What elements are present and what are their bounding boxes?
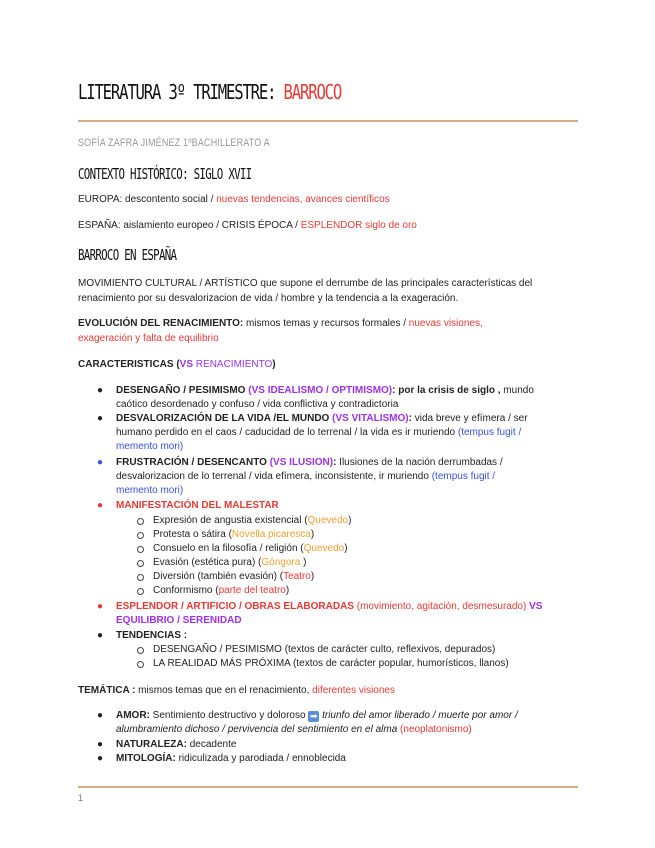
naturaleza-label: NATURALEZA:	[116, 739, 187, 750]
circle-bullet-icon	[137, 532, 144, 539]
naturaleza-text: decadente	[186, 739, 237, 750]
desvalorizacion-latin: (tempus fugit /	[457, 427, 522, 438]
sub-item-conformismo	[153, 584, 289, 598]
amor-line-2	[116, 723, 472, 737]
page-number: 1	[78, 793, 84, 803]
frustracion-line-2	[116, 470, 495, 484]
desengano-line-2: caótico desordenado y confuso / vida conflictiva y contradictoria	[116, 399, 399, 410]
mitologia-label: MITOLOGÍA:	[116, 753, 176, 764]
desengano-rest: : por la crisis de siglo ,	[392, 385, 501, 396]
tematica-text: mismos temas que en el renacimiento,	[135, 685, 313, 696]
sub-item-consuelo	[153, 542, 348, 556]
page-title	[78, 80, 341, 104]
circle-bullet-icon	[137, 647, 144, 654]
sub-item-close: )	[300, 557, 307, 568]
barroco-heading: BARROCO EN ESPAÑA	[78, 246, 177, 264]
top-divider	[78, 120, 578, 122]
sub-item-angustia	[153, 514, 351, 528]
intro-line-1: MOVIMIENTO CULTURAL / ARTÍSTICO que supone el derrumbe de las principales características del	[78, 278, 533, 289]
bottom-divider	[78, 786, 578, 788]
amor-italic-1: triunfo del amor liberado / muerte por amor /	[319, 710, 518, 721]
sub-item-author: Góngora	[261, 557, 301, 568]
sub-item-close: )	[285, 585, 290, 596]
sub-item-author: Teatro	[283, 571, 311, 582]
bullet-icon: ●	[97, 413, 104, 424]
context-heading: CONTEXTO HISTÓRICO: SIGLO XVII	[78, 165, 252, 183]
sub-item-desengano: DESENGAÑO / PESIMISMO (textos de carácter culto, reflexivos, depurados)	[153, 644, 496, 655]
europa-label: EUROPA: descontento social /	[78, 194, 217, 205]
esplendor-vs: VS	[526, 601, 543, 612]
desvalorizacion-line-2	[116, 426, 521, 440]
esplendor-line-2: EQUILIBRIO / SERENIDAD	[116, 615, 242, 626]
sub-item-text: Protesta o sátira (	[153, 529, 232, 540]
sub-item-close: )	[348, 515, 352, 526]
frustracion-line-3: memento mori)	[116, 485, 184, 496]
evolucion-line-2: exageración y falta de equilibrio	[78, 333, 219, 344]
caracteristicas-close: )	[272, 359, 276, 370]
sub-item-text: Consuelo en la filosofía / religión (	[153, 543, 304, 554]
right-arrow-icon: ➡	[310, 711, 318, 721]
esplendor-label: ESPLENDOR / ARTIFICIO / OBRAS ELABORADAS	[116, 601, 357, 612]
list-item-desvalorizacion	[116, 412, 528, 426]
circle-bullet-icon	[137, 560, 144, 567]
intro-line-2: renacimiento por su desvalorizacion de vida / hombre y la tendencia a la exageración.	[78, 293, 459, 304]
sub-item-realidad: LA REALIDAD MÁS PRÓXIMA (textos de carácter popular, humorísticos, llanos)	[153, 658, 509, 669]
title-main: LITERATURA 3º TRIMESTRE:	[78, 80, 284, 104]
desvalorizacion-vs: (VS VITALISMO)	[332, 413, 409, 424]
amor-text: Sentimiento destructivo y doloroso	[149, 710, 309, 721]
bullet-icon: ●	[97, 710, 104, 721]
amor-italic-2: alumbramiento dichoso / pervivencia del sentimiento en el alma	[116, 724, 401, 735]
circle-bullet-icon	[137, 546, 144, 553]
caracteristicas-heading	[78, 357, 276, 372]
desvalorizacion-tail: vida breve y efímera / ser	[411, 413, 528, 424]
amor-highlight: (neoplatonismo)	[400, 724, 472, 735]
sub-item-author: Novella picaresca	[231, 529, 311, 540]
list-item-esplendor	[116, 600, 542, 614]
bullet-icon: ●	[97, 630, 104, 641]
list-item-malestar: MANIFESTACIÓN DEL MALESTAR	[116, 500, 279, 511]
desvalorizacion-line-3: memento mori)	[116, 441, 184, 452]
desvalorizacion-label: DESVALORIZACIÓN DE LA VIDA /EL MUNDO	[116, 413, 333, 424]
sub-item-close: )	[344, 543, 348, 554]
tematica-line	[78, 683, 395, 698]
frustracion-vs: (VS ILUSION)	[269, 457, 334, 468]
tematica-highlight: diferentes visiones	[312, 685, 395, 696]
author-line: SOFÍA ZAFRA JIMÉNEZ 1ºBACHILLERATO A	[78, 137, 270, 149]
sub-item-text: Diversión (también evasión) (	[153, 571, 284, 582]
espana-label: ESPAÑA: aislamiento europeo / CRISIS ÉPOCA /	[78, 220, 301, 231]
title-accent: BARROCO	[283, 80, 342, 104]
sub-item-text: Evasión (estética pura) (	[153, 557, 262, 568]
frustracion-rest: :	[333, 457, 337, 468]
frustracion-tail: Ilusiones de la nación derrumbadas /	[336, 457, 503, 468]
frustracion-label: FRUSTRACIÓN / DESENCANTO	[116, 457, 270, 468]
sub-item-author: parte del teatro	[218, 585, 286, 596]
sub-item-author: Quevedo	[303, 543, 345, 554]
sub-item-close: )	[310, 571, 315, 582]
caracteristicas-renacimiento: RENACIMIENTO	[195, 359, 273, 370]
circle-bullet-icon	[137, 588, 144, 595]
evolucion-text: mismos temas y recursos formales /	[243, 318, 409, 329]
bullet-icon: ●	[97, 739, 104, 750]
desvalorizacion-line-2-text: humano perdido en el caos / caducidad de lo terrenal / la vida es ir muriendo	[116, 427, 458, 438]
esplendor-paren: (movimiento, agitación, desmesurado)	[356, 601, 527, 612]
evolucion-line-1	[78, 316, 483, 331]
evolucion-highlight-1: nuevas visiones,	[408, 318, 483, 329]
desengano-tail: mundo	[500, 385, 534, 396]
sub-item-text: Conformismo (	[153, 585, 219, 596]
circle-bullet-icon	[137, 661, 144, 668]
sub-item-author: Quevedo	[307, 515, 349, 526]
desvalorizacion-rest: :	[408, 413, 412, 424]
circle-bullet-icon	[137, 518, 144, 525]
espana-highlight: ESPLENDOR siglo de oro	[300, 220, 417, 231]
circle-bullet-icon	[137, 574, 144, 581]
mitologia-text: ridiculizada y parodiada / ennoblecida	[175, 753, 346, 764]
list-item-mitologia	[116, 752, 346, 766]
sub-item-evasion	[153, 556, 306, 570]
bullet-icon: ●	[97, 753, 104, 764]
sub-item-text: Expresión de angustia existencial (	[153, 515, 308, 526]
bullet-icon: ●	[97, 457, 104, 468]
bullet-icon: ●	[97, 385, 104, 396]
europa-highlight: nuevas tendencias, avances científicos	[216, 194, 390, 205]
list-item-frustracion	[116, 456, 503, 470]
evolucion-label: EVOLUCIÓN DEL RENACIMIENTO:	[78, 318, 244, 329]
tematica-label: TEMÁTICA :	[78, 685, 136, 696]
sub-item-diversion	[153, 570, 314, 584]
espana-line	[78, 218, 417, 233]
caracteristicas-label: CARACTERISTICAS (	[78, 359, 180, 370]
list-item-tendencias: TENDENCIAS :	[116, 630, 188, 641]
bullet-icon: ●	[97, 500, 104, 511]
desengano-vs: (VS IDEALISMO / OPTIMISMO)	[248, 385, 393, 396]
sub-item-close: )	[310, 529, 315, 540]
sub-item-protesta	[153, 528, 314, 542]
list-item-amor	[116, 709, 518, 723]
amor-label: AMOR:	[116, 710, 150, 721]
frustracion-latin: (tempus fugit /	[431, 471, 496, 482]
list-item-desengano	[116, 384, 534, 398]
list-item-naturaleza	[116, 738, 236, 752]
frustracion-line-2-text: desvalorizacion de lo terrenal / vida efímera, inconsistente, ir muriendo	[116, 471, 432, 482]
desengano-label: DESENGAÑO / PESIMISMO	[116, 385, 249, 396]
europa-line	[78, 192, 390, 207]
caracteristicas-vs: VS	[179, 359, 196, 370]
bullet-icon: ●	[97, 601, 104, 612]
